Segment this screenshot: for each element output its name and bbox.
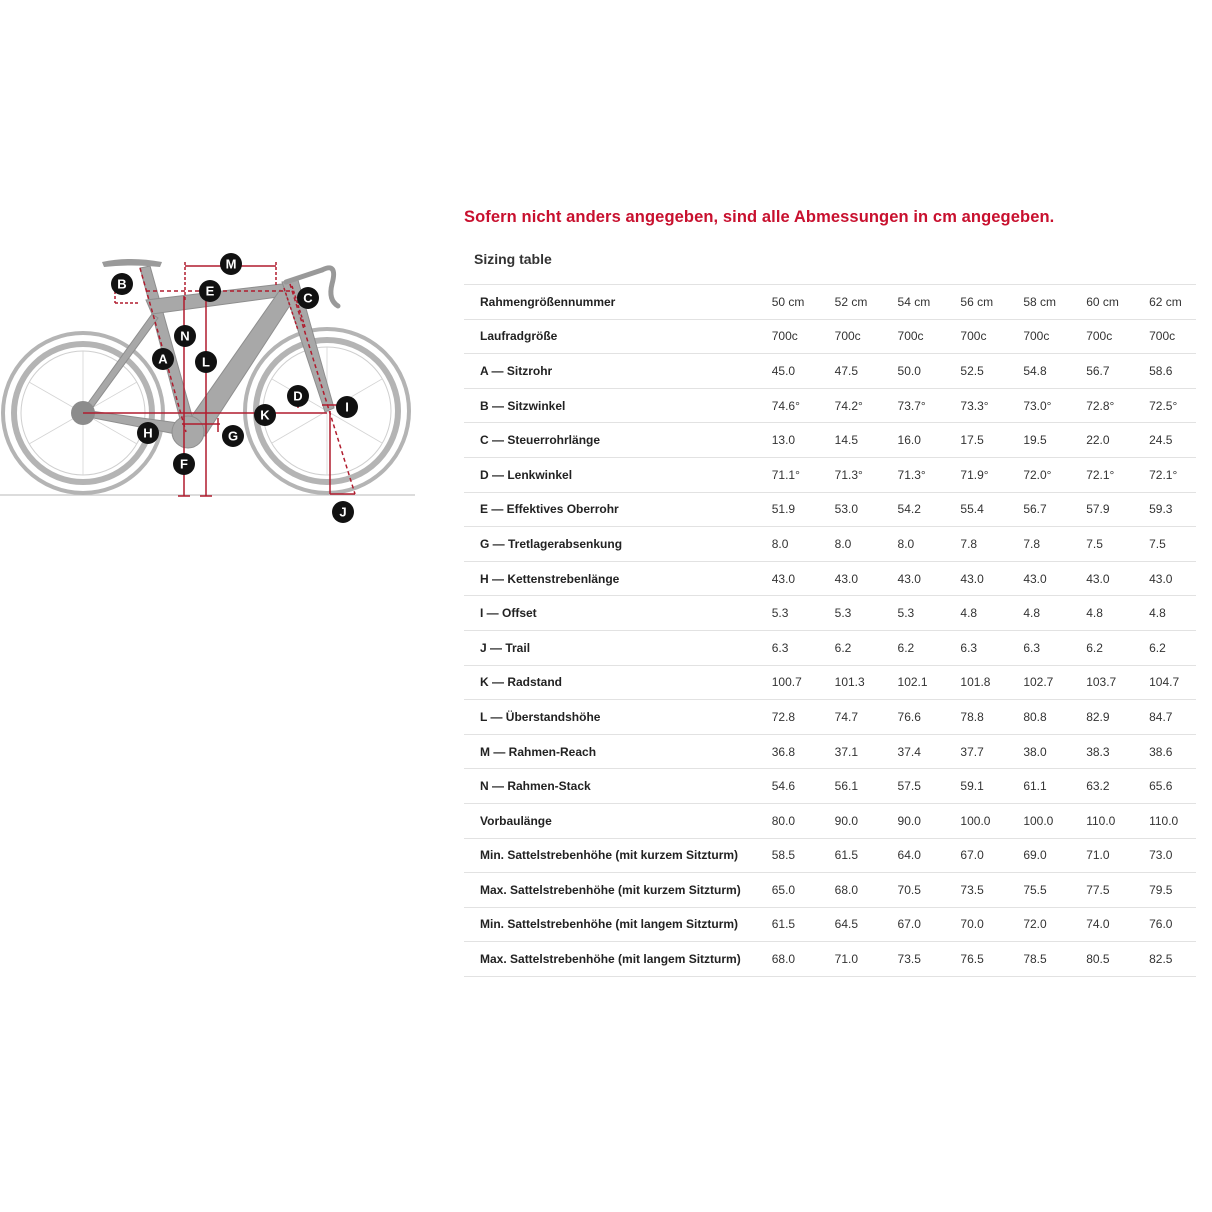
table-cell: 64.5 bbox=[819, 907, 882, 942]
table-cell: 62 cm bbox=[1133, 285, 1196, 320]
table-cell: 101.3 bbox=[819, 665, 882, 700]
table-cell: 13.0 bbox=[756, 423, 819, 458]
table-cell: 700c bbox=[819, 319, 882, 354]
badge-g bbox=[222, 425, 244, 447]
sizing-table-body bbox=[464, 285, 1196, 977]
table-cell: 74.0 bbox=[1070, 907, 1133, 942]
table-cell: 43.0 bbox=[1133, 561, 1196, 596]
table-row bbox=[464, 492, 1196, 527]
table-cell: 56.7 bbox=[1070, 354, 1133, 389]
svg-text:E: E bbox=[205, 283, 215, 299]
table-cell: 84.7 bbox=[1133, 700, 1196, 735]
table-row bbox=[464, 319, 1196, 354]
table-row bbox=[464, 873, 1196, 908]
table-cell: 65.6 bbox=[1133, 769, 1196, 804]
table-row bbox=[464, 561, 1196, 596]
table-cell: 82.9 bbox=[1070, 700, 1133, 735]
units-notice: Sofern nicht anders angegeben, sind alle Abmessungen in cm angegeben. bbox=[464, 208, 1055, 226]
bike-geometry-diagram bbox=[0, 240, 420, 530]
table-cell: 6.2 bbox=[1133, 630, 1196, 665]
table-cell: 700c bbox=[1070, 319, 1133, 354]
table-cell: 71.3° bbox=[819, 457, 882, 492]
svg-text:B: B bbox=[117, 276, 127, 292]
table-row bbox=[464, 838, 1196, 873]
table-cell: 43.0 bbox=[819, 561, 882, 596]
table-cell: 700c bbox=[1007, 319, 1070, 354]
table-cell: 72.5° bbox=[1133, 388, 1196, 423]
table-cell: 71.0 bbox=[1070, 838, 1133, 873]
table-cell: 102.7 bbox=[1007, 665, 1070, 700]
table-cell: 73.3° bbox=[944, 388, 1007, 423]
table-cell: 54.2 bbox=[882, 492, 945, 527]
table-row bbox=[464, 942, 1196, 977]
table-cell: 77.5 bbox=[1070, 873, 1133, 908]
table-cell: 90.0 bbox=[882, 803, 945, 838]
table-cell: 61.5 bbox=[819, 838, 882, 873]
table-cell: 57.9 bbox=[1070, 492, 1133, 527]
table-cell: 73.5 bbox=[944, 873, 1007, 908]
table-cell: 73.7° bbox=[882, 388, 945, 423]
table-cell: 36.8 bbox=[756, 734, 819, 769]
table-row bbox=[464, 803, 1196, 838]
svg-text:M: M bbox=[225, 256, 237, 272]
table-cell: 38.0 bbox=[1007, 734, 1070, 769]
table-cell: 6.3 bbox=[1007, 630, 1070, 665]
table-cell: 73.0 bbox=[1133, 838, 1196, 873]
table-row bbox=[464, 665, 1196, 700]
table-cell: 54.8 bbox=[1007, 354, 1070, 389]
row-label: Max. Sattelstrebenhöhe (mit langem Sitzturm) bbox=[464, 942, 756, 977]
table-cell: 19.5 bbox=[1007, 423, 1070, 458]
table-cell: 700c bbox=[882, 319, 945, 354]
svg-text:D: D bbox=[293, 388, 303, 404]
table-cell: 700c bbox=[1133, 319, 1196, 354]
row-label: H — Kettenstrebenlänge bbox=[464, 561, 756, 596]
table-cell: 55.4 bbox=[944, 492, 1007, 527]
table-cell: 700c bbox=[756, 319, 819, 354]
badge-d bbox=[287, 385, 309, 407]
badge-a bbox=[152, 348, 174, 370]
table-cell: 65.0 bbox=[756, 873, 819, 908]
table-cell: 110.0 bbox=[1070, 803, 1133, 838]
table-cell: 80.8 bbox=[1007, 700, 1070, 735]
table-cell: 63.2 bbox=[1070, 769, 1133, 804]
table-cell: 7.5 bbox=[1133, 527, 1196, 562]
table-cell: 57.5 bbox=[882, 769, 945, 804]
table-cell: 72.8 bbox=[756, 700, 819, 735]
table-cell: 78.5 bbox=[1007, 942, 1070, 977]
table-cell: 56.7 bbox=[1007, 492, 1070, 527]
table-cell: 74.2° bbox=[819, 388, 882, 423]
table-cell: 56 cm bbox=[944, 285, 1007, 320]
table-cell: 7.8 bbox=[1007, 527, 1070, 562]
table-cell: 54 cm bbox=[882, 285, 945, 320]
row-label: M — Rahmen-Reach bbox=[464, 734, 756, 769]
table-cell: 47.5 bbox=[819, 354, 882, 389]
svg-text:C: C bbox=[303, 290, 313, 306]
table-cell: 58.5 bbox=[756, 838, 819, 873]
table-cell: 38.6 bbox=[1133, 734, 1196, 769]
table-cell: 43.0 bbox=[944, 561, 1007, 596]
table-cell: 7.8 bbox=[944, 527, 1007, 562]
table-row bbox=[464, 769, 1196, 804]
table-cell: 80.0 bbox=[756, 803, 819, 838]
row-label: Rahmengrößennummer bbox=[464, 285, 756, 320]
table-cell: 6.3 bbox=[944, 630, 1007, 665]
table-row bbox=[464, 457, 1196, 492]
row-label: J — Trail bbox=[464, 630, 756, 665]
table-cell: 74.6° bbox=[756, 388, 819, 423]
svg-text:I: I bbox=[345, 399, 349, 415]
table-cell: 700c bbox=[944, 319, 1007, 354]
table-cell: 16.0 bbox=[882, 423, 945, 458]
table-row bbox=[464, 285, 1196, 320]
table-cell: 72.0° bbox=[1007, 457, 1070, 492]
table-cell: 82.5 bbox=[1133, 942, 1196, 977]
table-cell: 69.0 bbox=[1007, 838, 1070, 873]
table-cell: 4.8 bbox=[1133, 596, 1196, 631]
svg-text:J: J bbox=[339, 504, 347, 520]
row-label: Vorbaulänge bbox=[464, 803, 756, 838]
table-cell: 76.5 bbox=[944, 942, 1007, 977]
table-cell: 17.5 bbox=[944, 423, 1007, 458]
table-cell: 100.7 bbox=[756, 665, 819, 700]
table-cell: 8.0 bbox=[756, 527, 819, 562]
table-cell: 59.3 bbox=[1133, 492, 1196, 527]
table-cell: 4.8 bbox=[944, 596, 1007, 631]
table-cell: 51.9 bbox=[756, 492, 819, 527]
row-label: A — Sitzrohr bbox=[464, 354, 756, 389]
table-cell: 72.0 bbox=[1007, 907, 1070, 942]
table-cell: 70.5 bbox=[882, 873, 945, 908]
table-cell: 72.1° bbox=[1070, 457, 1133, 492]
svg-text:G: G bbox=[227, 428, 239, 444]
table-title: Sizing table bbox=[474, 251, 552, 267]
table-cell: 68.0 bbox=[819, 873, 882, 908]
table-row bbox=[464, 423, 1196, 458]
table-cell: 7.5 bbox=[1070, 527, 1133, 562]
table-cell: 43.0 bbox=[756, 561, 819, 596]
table-row bbox=[464, 388, 1196, 423]
table-cell: 8.0 bbox=[882, 527, 945, 562]
table-cell: 100.0 bbox=[944, 803, 1007, 838]
table-cell: 75.5 bbox=[1007, 873, 1070, 908]
svg-text:N: N bbox=[180, 328, 190, 344]
badge-c bbox=[297, 287, 319, 309]
table-cell: 104.7 bbox=[1133, 665, 1196, 700]
table-cell: 101.8 bbox=[944, 665, 1007, 700]
table-cell: 50 cm bbox=[756, 285, 819, 320]
table-cell: 53.0 bbox=[819, 492, 882, 527]
table-cell: 72.8° bbox=[1070, 388, 1133, 423]
table-cell: 80.5 bbox=[1070, 942, 1133, 977]
table-cell: 68.0 bbox=[756, 942, 819, 977]
badge-j bbox=[332, 501, 354, 523]
svg-text:F: F bbox=[180, 456, 188, 472]
svg-text:H: H bbox=[143, 425, 153, 441]
table-cell: 71.0 bbox=[819, 942, 882, 977]
badge-l bbox=[195, 351, 217, 373]
table-cell: 67.0 bbox=[882, 907, 945, 942]
svg-text:A: A bbox=[158, 351, 168, 367]
row-label: G — Tretlagerabsenkung bbox=[464, 527, 756, 562]
row-label: Min. Sattelstrebenhöhe (mit kurzem Sitzturm) bbox=[464, 838, 756, 873]
table-cell: 6.2 bbox=[1070, 630, 1133, 665]
table-cell: 43.0 bbox=[1007, 561, 1070, 596]
table-row bbox=[464, 354, 1196, 389]
table-cell: 56.1 bbox=[819, 769, 882, 804]
row-label: I — Offset bbox=[464, 596, 756, 631]
saddle bbox=[102, 259, 162, 267]
table-cell: 14.5 bbox=[819, 423, 882, 458]
table-cell: 64.0 bbox=[882, 838, 945, 873]
svg-text:K: K bbox=[260, 407, 270, 423]
table-cell: 43.0 bbox=[882, 561, 945, 596]
table-cell: 37.7 bbox=[944, 734, 1007, 769]
row-label: E — Effektives Oberrohr bbox=[464, 492, 756, 527]
table-row bbox=[464, 907, 1196, 942]
table-cell: 5.3 bbox=[819, 596, 882, 631]
table-cell: 73.5 bbox=[882, 942, 945, 977]
table-cell: 52 cm bbox=[819, 285, 882, 320]
table-cell: 61.5 bbox=[756, 907, 819, 942]
table-cell: 76.0 bbox=[1133, 907, 1196, 942]
table-cell: 52.5 bbox=[944, 354, 1007, 389]
table-cell: 4.8 bbox=[1007, 596, 1070, 631]
row-label: K — Radstand bbox=[464, 665, 756, 700]
table-cell: 37.1 bbox=[819, 734, 882, 769]
badge-f bbox=[173, 453, 195, 475]
table-cell: 59.1 bbox=[944, 769, 1007, 804]
badge-b bbox=[111, 273, 133, 295]
row-label: D — Lenkwinkel bbox=[464, 457, 756, 492]
table-cell: 58 cm bbox=[1007, 285, 1070, 320]
table-cell: 60 cm bbox=[1070, 285, 1133, 320]
table-cell: 71.1° bbox=[756, 457, 819, 492]
table-cell: 90.0 bbox=[819, 803, 882, 838]
badge-i bbox=[336, 396, 358, 418]
table-row bbox=[464, 596, 1196, 631]
table-cell: 45.0 bbox=[756, 354, 819, 389]
table-row bbox=[464, 734, 1196, 769]
table-cell: 6.3 bbox=[756, 630, 819, 665]
table-cell: 76.6 bbox=[882, 700, 945, 735]
table-row bbox=[464, 630, 1196, 665]
badge-m bbox=[220, 253, 242, 275]
row-label: Min. Sattelstrebenhöhe (mit langem Sitzturm) bbox=[464, 907, 756, 942]
table-cell: 6.2 bbox=[819, 630, 882, 665]
table-cell: 38.3 bbox=[1070, 734, 1133, 769]
table-cell: 100.0 bbox=[1007, 803, 1070, 838]
table-cell: 74.7 bbox=[819, 700, 882, 735]
row-label: Laufradgröße bbox=[464, 319, 756, 354]
table-cell: 73.0° bbox=[1007, 388, 1070, 423]
sizing-table bbox=[464, 284, 1196, 977]
table-cell: 72.1° bbox=[1133, 457, 1196, 492]
table-cell: 78.8 bbox=[944, 700, 1007, 735]
table-cell: 71.9° bbox=[944, 457, 1007, 492]
badge-k bbox=[254, 404, 276, 426]
table-cell: 37.4 bbox=[882, 734, 945, 769]
table-cell: 61.1 bbox=[1007, 769, 1070, 804]
table-cell: 71.3° bbox=[882, 457, 945, 492]
table-cell: 70.0 bbox=[944, 907, 1007, 942]
table-cell: 5.3 bbox=[756, 596, 819, 631]
table-cell: 79.5 bbox=[1133, 873, 1196, 908]
table-cell: 102.1 bbox=[882, 665, 945, 700]
table-row bbox=[464, 527, 1196, 562]
table-cell: 110.0 bbox=[1133, 803, 1196, 838]
badge-n bbox=[174, 325, 196, 347]
table-row bbox=[464, 700, 1196, 735]
svg-text:L: L bbox=[202, 354, 210, 370]
table-cell: 4.8 bbox=[1070, 596, 1133, 631]
table-cell: 8.0 bbox=[819, 527, 882, 562]
badge-e bbox=[199, 280, 221, 302]
table-cell: 58.6 bbox=[1133, 354, 1196, 389]
table-cell: 67.0 bbox=[944, 838, 1007, 873]
table-cell: 50.0 bbox=[882, 354, 945, 389]
row-label: B — Sitzwinkel bbox=[464, 388, 756, 423]
badge-h bbox=[137, 422, 159, 444]
row-label: Max. Sattelstrebenhöhe (mit kurzem Sitzturm) bbox=[464, 873, 756, 908]
table-cell: 103.7 bbox=[1070, 665, 1133, 700]
table-cell: 43.0 bbox=[1070, 561, 1133, 596]
table-cell: 24.5 bbox=[1133, 423, 1196, 458]
row-label: N — Rahmen-Stack bbox=[464, 769, 756, 804]
table-cell: 22.0 bbox=[1070, 423, 1133, 458]
row-label: C — Steuerrohrlänge bbox=[464, 423, 756, 458]
table-cell: 6.2 bbox=[882, 630, 945, 665]
row-label: L — Überstandshöhe bbox=[464, 700, 756, 735]
table-cell: 5.3 bbox=[882, 596, 945, 631]
table-cell: 54.6 bbox=[756, 769, 819, 804]
